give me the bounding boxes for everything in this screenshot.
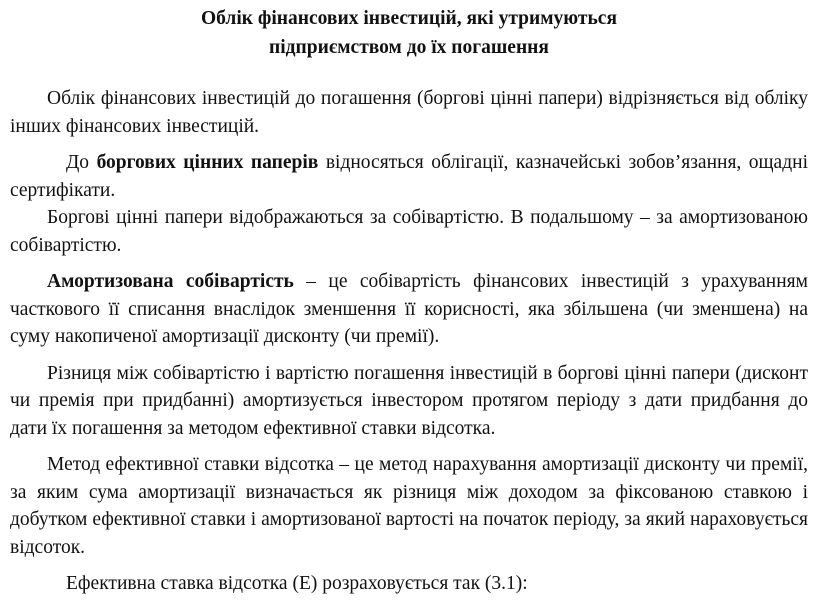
paragraph-intro: Облік фінансових інвестицій до погашення (боргові цінні папери) відрізняється від обліку інших фінансових інвестицій. [10,88,808,137]
paragraph-lead-text: До [66,152,97,173]
paragraph-debt-securities-definition [10,149,808,204]
bold-term-amortized-cost: Амортизована собівартість [47,271,294,292]
paragraph-formula-intro: Ефективна ставка відсотка (Е) розраховується так (3.1): [66,573,528,594]
paragraph-amortized-cost [10,268,808,351]
page-title: Облік фінансових інвестицій, які утримуються підприємством до їх погашення [200,8,618,58]
paragraph-effective-rate-method: Метод ефективної ставки відсотка – це метод нарахування амортизації дисконту чи премії, за яким сума амортизації визначається як різниця між доходом за фіксованою ставкою і добутком ефективної ставки і амортизованої вартості на початок періоду, за який нараховується відсоток. [10,454,808,558]
paragraph-rest-text: – це собівартість фінансових інвестицій з урахуванням часткового її списання внаслідок зменшення її корисності, яка збільшена (чи зменшена) на суму накопиченої амортизації дисконту (чи премії). [10,271,808,347]
paragraph-valuation: Боргові цінні папери відображаються за собівартістю. В подальшому – за амортизованою собівартістю. [10,207,808,256]
paragraph-rest-text: відносяться облігації, казначейські зобов’язання, ощадні сертифікати. [10,152,808,201]
paragraph-discount-premium: Різниця між собівартістю і вартістю погашення інвестицій в боргові цінні папери (дисконт чи премія при придбанні) амортизується інвестором протягом періоду з дати придбання до дати їх погашення за методом ефективної ставки відсотка. [10,362,808,439]
bold-term-debt-securities: боргових цінних паперів [96,152,319,173]
